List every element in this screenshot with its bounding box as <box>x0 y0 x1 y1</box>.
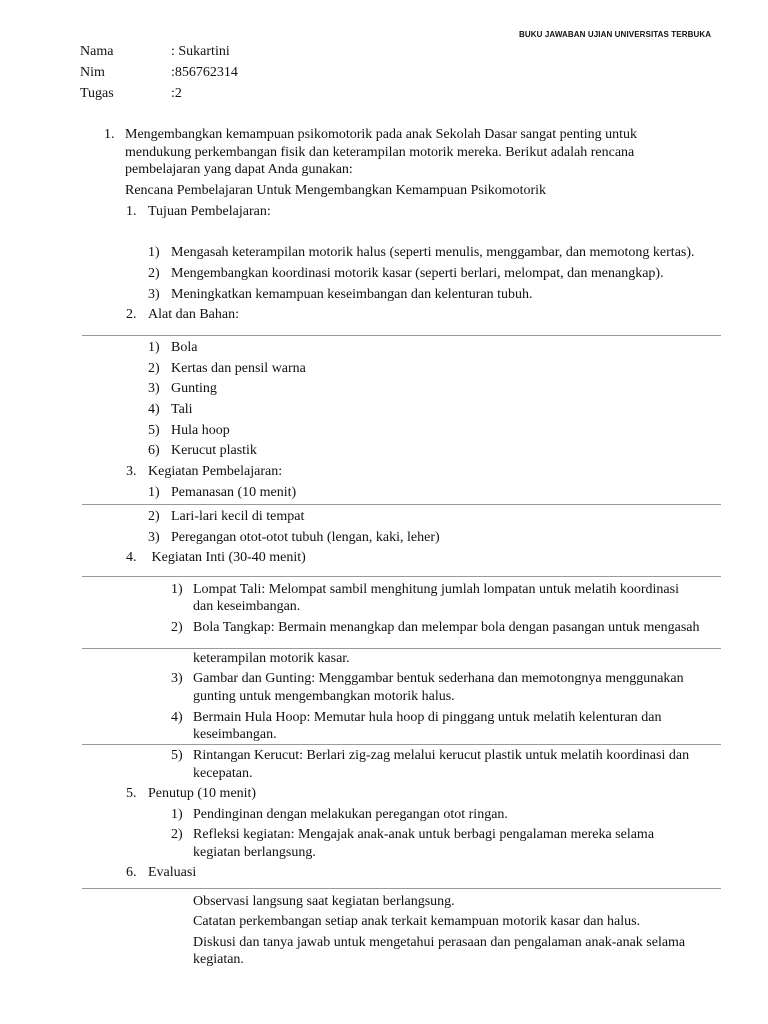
page-divider <box>82 744 721 745</box>
list-item: Lompat Tali: Melompat sambil menghitung jumlah lompatan untuk melatih koordinasi <box>193 582 679 597</box>
list-item-number: 3) <box>148 381 160 396</box>
section-title: Evaluasi <box>148 865 197 880</box>
section-number: 4. <box>126 550 137 565</box>
list-item: Bola Tangkap: Bermain menangkap dan melempar bola dengan pasangan untuk mengasah <box>193 620 700 635</box>
list-item-continuation: kecepatan. <box>193 766 253 781</box>
list-item-continuation: keseimbangan. <box>193 727 277 742</box>
list-item-number: 1) <box>171 582 183 597</box>
list-item-number: 3) <box>171 671 183 686</box>
list-item-number: 3) <box>148 530 160 545</box>
section-number: 2. <box>126 307 137 322</box>
list-item: Peregangan otot-otot tubuh (lengan, kaki, leher) <box>171 530 440 545</box>
section-number: 1. <box>126 204 137 219</box>
page-divider <box>82 888 721 889</box>
plan-title: Rencana Pembelajaran Untuk Mengembangkan Kemampuan Psikomotorik <box>125 183 547 198</box>
nim-value: :856762314 <box>171 65 238 80</box>
evaluation-item: Catatan perkembangan setiap anak terkait kemampuan motorik kasar dan halus. <box>193 914 641 929</box>
tugas-label: Tugas <box>80 86 114 101</box>
list-item: Refleksi kegiatan: Mengajak anak-anak untuk berbagi pengalaman mereka selama <box>193 827 655 842</box>
page-divider <box>82 576 721 577</box>
section-number: 3. <box>126 464 137 479</box>
list-item: Mengasah keterampilan motorik halus (seperti menulis, menggambar, dan memotong kertas). <box>171 245 695 260</box>
evaluation-item: Observasi langsung saat kegiatan berlangsung. <box>193 894 455 909</box>
page-divider <box>82 648 721 649</box>
intro-line: mendukung perkembangan fisik dan keterampilan motorik mereka. Berikut adalah rencana <box>125 145 635 160</box>
page-divider <box>82 504 721 505</box>
section-title: Alat dan Bahan: <box>148 307 239 322</box>
list-item-continuation: keterampilan motorik kasar. <box>193 651 350 666</box>
list-item-number: 6) <box>148 443 160 458</box>
section-title: Penutup (10 menit) <box>148 786 257 801</box>
list-item: Meningkatkan kemampuan keseimbangan dan kelenturan tubuh. <box>171 287 533 302</box>
section-title: Tujuan Pembelajaran: <box>148 204 271 219</box>
list-item-number: 2) <box>148 266 160 281</box>
intro-line: Mengembangkan kemampuan psikomotorik pada anak Sekolah Dasar sangat penting untuk <box>125 127 638 142</box>
list-item-number: 4) <box>171 710 183 725</box>
list-item-continuation: kegiatan berlangsung. <box>193 845 316 860</box>
list-item: Bola <box>171 340 198 355</box>
list-item: Pemanasan (10 menit) <box>171 485 297 500</box>
list-item-number: 1) <box>148 245 160 260</box>
list-item: Kerucut plastik <box>171 443 257 458</box>
list-item: Rintangan Kerucut: Berlari zig-zag melalui kerucut plastik untuk melatih koordinasi dan <box>193 748 690 763</box>
list-item-number: 3) <box>148 287 160 302</box>
list-item-number: 5) <box>171 748 183 763</box>
list-item: Hula hoop <box>171 423 230 438</box>
list-item-number: 1) <box>148 340 160 355</box>
list-item: Lari-lari kecil di tempat <box>171 509 305 524</box>
list-item-number: 2) <box>148 361 160 376</box>
list-item: Mengembangkan koordinasi motorik kasar (seperti berlari, melompat, dan menangkap). <box>171 266 664 281</box>
evaluation-item: Diskusi dan tanya jawab untuk mengetahui perasaan dan pengalaman anak-anak selama <box>193 935 686 950</box>
list-item: Gambar dan Gunting: Menggambar bentuk sederhana dan memotongnya menggunakan <box>193 671 684 686</box>
list-item-number: 1) <box>148 485 160 500</box>
section-title: Kegiatan Pembelajaran: <box>148 464 283 479</box>
nim-label: Nim <box>80 65 105 80</box>
list-item-continuation: gunting untuk mengembangkan motorik halus. <box>193 689 455 704</box>
section-number: 5. <box>126 786 137 801</box>
tugas-value: :2 <box>171 86 182 101</box>
list-item-number: 1) <box>171 807 183 822</box>
section-title: Kegiatan Inti (30-40 menit) <box>148 550 306 565</box>
list-item-number: 2) <box>148 509 160 524</box>
list-item: Kertas dan pensil warna <box>171 361 306 376</box>
section-number: 6. <box>126 865 137 880</box>
list-item-number: 4) <box>148 402 160 417</box>
list-item: Pendinginan dengan melakukan peregangan otot ringan. <box>193 807 508 822</box>
page-header-title: BUKU JAWABAN UJIAN UNIVERSITAS TERBUKA <box>519 30 712 39</box>
page-divider <box>82 335 721 336</box>
list-item-number: 2) <box>171 620 183 635</box>
list-item: Bermain Hula Hoop: Memutar hula hoop di pinggang untuk melatih kelenturan dan <box>193 710 662 725</box>
list-item: Gunting <box>171 381 217 396</box>
nama-label: Nama <box>80 44 114 59</box>
evaluation-item-continuation: kegiatan. <box>193 952 244 967</box>
nama-value: : Sukartini <box>171 44 230 59</box>
intro-line: pembelajaran yang dapat Anda gunakan: <box>125 162 353 177</box>
question-number: 1. <box>104 127 115 142</box>
list-item-number: 2) <box>171 827 183 842</box>
list-item-continuation: dan keseimbangan. <box>193 599 301 614</box>
list-item-number: 5) <box>148 423 160 438</box>
list-item: Tali <box>171 402 193 417</box>
